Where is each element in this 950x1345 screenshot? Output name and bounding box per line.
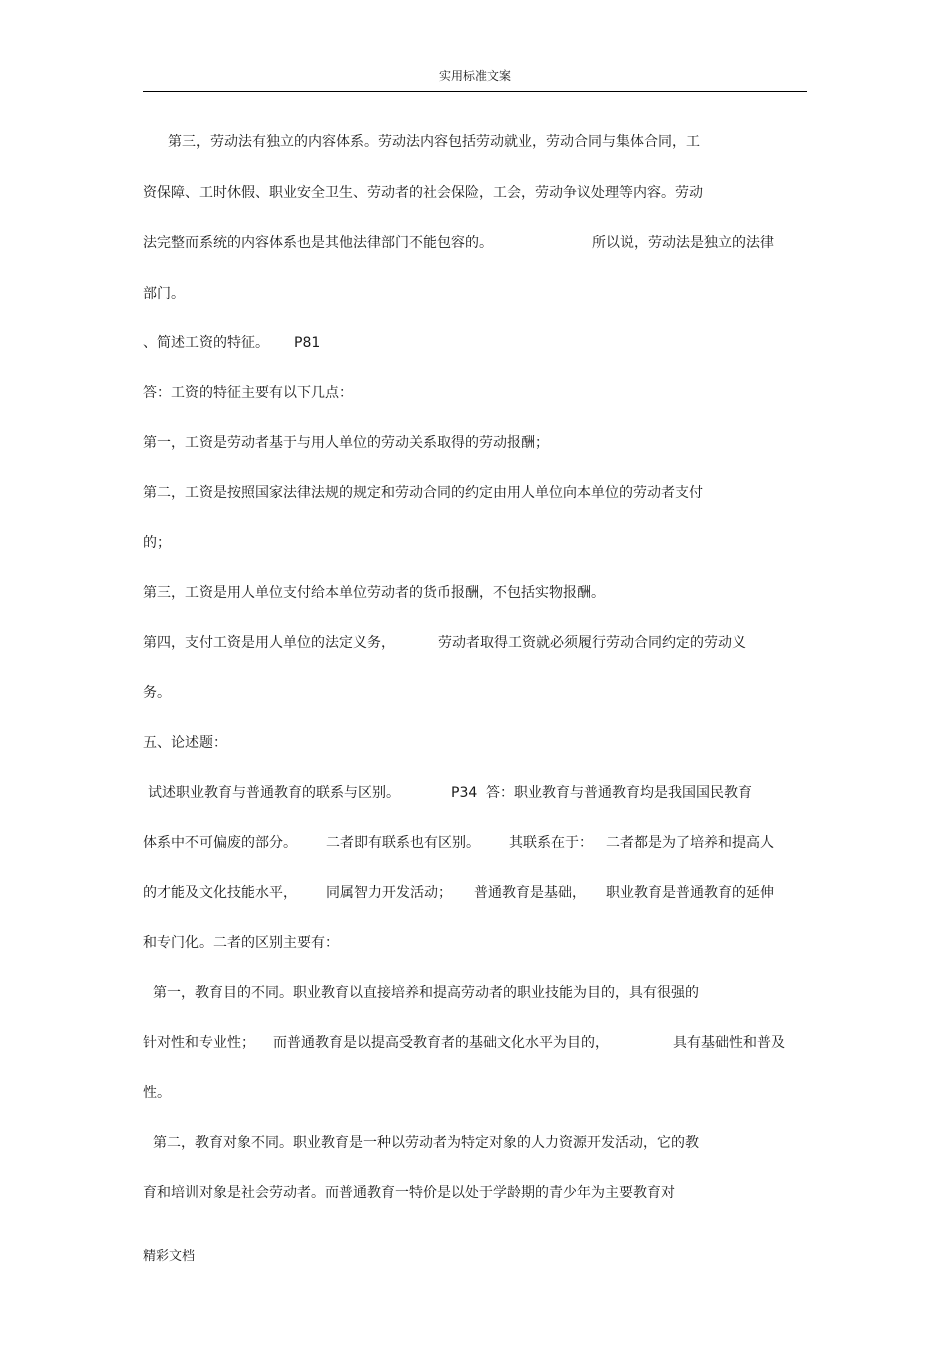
text-line: 的才能及文化技能水平， — [143, 885, 297, 901]
text-line: 第三，劳动法有独立的内容体系。劳动法内容包括劳动就业，劳动合同与集体合同，工 — [168, 134, 700, 150]
text-line: 第二，工资是按照国家法律法规的规定和劳动合同的约定由用人单位向本单位的劳动者支付 — [143, 485, 703, 501]
text-line: 第三，工资是用人单位支付给本单位劳动者的货币报酬，不包括实物报酬。 — [143, 585, 605, 601]
text-line: 针对性和专业性； — [143, 1035, 255, 1051]
page-reference: P81 — [294, 335, 321, 351]
text-line: 职业教育是普通教育的延伸 — [606, 885, 774, 901]
text-line: 部门。 — [143, 286, 185, 302]
page-footer: 精彩文档 — [143, 1249, 196, 1264]
text-line: 第一，工资是劳动者基于与用人单位的劳动关系取得的劳动报酬； — [143, 435, 549, 451]
page-reference: P34 — [451, 785, 478, 801]
text-line: 具有基础性和普及 — [673, 1035, 785, 1051]
page-header: 实用标准文案 — [438, 69, 511, 83]
text-line: 劳动者取得工资就必须履行劳动合同约定的劳动义 — [438, 635, 746, 651]
text-line: 普通教育是基础， — [474, 885, 586, 901]
text-line: 资保障、工时休假、职业安全卫生、劳动者的社会保险，工会，劳动争议处理等内容。劳动 — [143, 185, 703, 201]
text-line: 育和培训对象是社会劳动者。而普通教育一特价是以处于学龄期的青少年为主要教育对 — [143, 1185, 675, 1201]
text-line: 和专门化。二者的区别主要有： — [143, 935, 339, 951]
text-line: 、简述工资的特征。 — [143, 335, 269, 351]
section-heading: 五、论述题： — [143, 735, 227, 751]
text-line: 第一，教育目的不同。职业教育以直接培养和提高劳动者的职业技能为目的，具有很强的 — [153, 985, 699, 1001]
text-line: 第二，教育对象不同。职业教育是一种以劳动者为特定对象的人力资源开发活动，它的教 — [153, 1135, 699, 1151]
text-line: 体系中不可偏废的部分。 — [143, 835, 297, 851]
text-line: 所以说，劳动法是独立的法律 — [592, 235, 774, 251]
text-line: 二者即有联系也有区别。 — [326, 835, 480, 851]
text-line: 务。 — [143, 685, 171, 701]
text-line: 性。 — [143, 1085, 171, 1101]
text-line: 而普通教育是以提高受教育者的基础文化水平为目的， — [273, 1035, 609, 1051]
text-line: 试述职业教育与普通教育的联系与区别。 — [148, 785, 400, 801]
text-line: 答：职业教育与普通教育均是我国国民教育 — [486, 785, 752, 801]
text-line: 二者都是为了培养和提高人 — [606, 835, 774, 851]
text-line: 答：工资的特征主要有以下几点： — [143, 385, 353, 401]
text-line: 法完整而系统的内容体系也是其他法律部门不能包容的。 — [143, 235, 493, 251]
text-line: 第四，支付工资是用人单位的法定义务， — [143, 635, 395, 651]
header-divider — [143, 91, 807, 92]
text-line: 的； — [143, 535, 171, 551]
text-line: 其联系在于： — [509, 835, 593, 851]
text-line: 同属智力开发活动； — [326, 885, 452, 901]
